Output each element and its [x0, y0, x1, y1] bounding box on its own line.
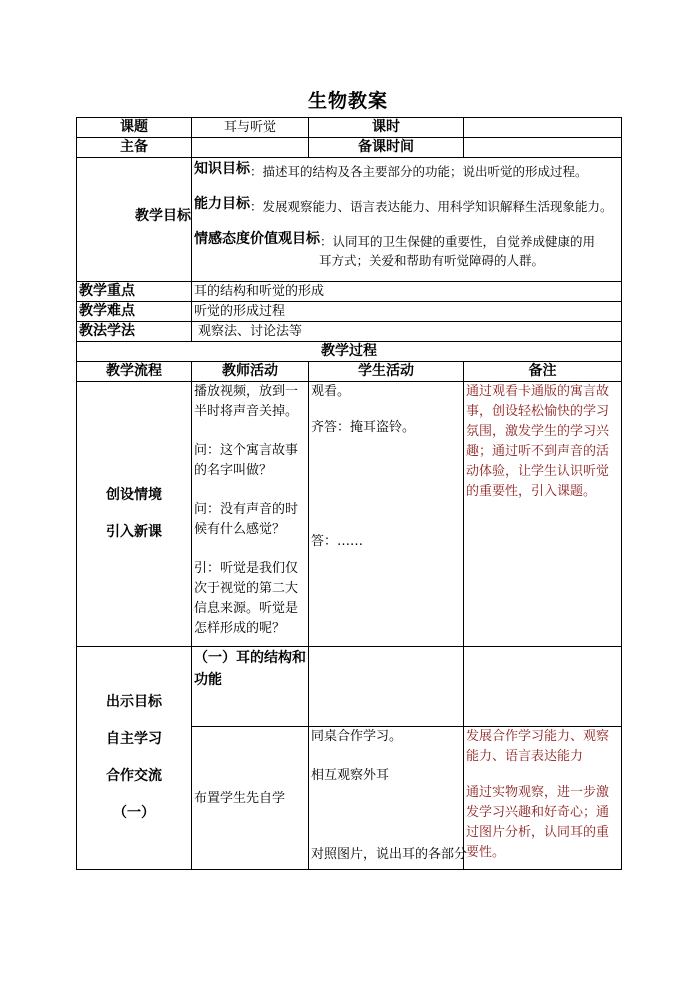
methods-value: 观察法、讨论法等 — [192, 322, 622, 342]
goals-label-cell — [77, 158, 192, 282]
stage2-flow-line2: 自主学习 — [106, 731, 162, 747]
knowledge-goal — [194, 160, 621, 181]
prep-time-label: 备课时间 — [309, 138, 464, 158]
prep-time-value — [464, 138, 622, 158]
stage1-flow-line1: 创设情境 — [106, 487, 162, 503]
stage2-note-2: 通过实物观察，进一步激发学习兴趣和好奇心；通过图片分析，认同耳的重要性。 — [466, 785, 610, 860]
stage1-note: 通过观看卡通版的寓言故事，创设轻松愉快的学习氛围，激发学生的学习兴趣；通过听不到声音的活动体验，让学生认识听觉的重要性，引入课题。 — [464, 382, 622, 647]
process-title: 教学过程 — [77, 342, 622, 362]
hours-label: 课时 — [309, 118, 464, 138]
document-title: 生物教案 — [307, 90, 388, 112]
preparer-label: 主备 — [77, 138, 192, 158]
ability-goal-key: 能力目标 — [194, 196, 250, 212]
emotion-goal-key: 情感态度价值观目标 — [194, 231, 320, 247]
emotion-goal — [194, 230, 621, 251]
stage2-note-empty — [464, 647, 622, 727]
stage2-teacher: 布置学生先自学 — [192, 727, 309, 870]
stage2-flow-line1: 出示目标 — [106, 694, 162, 710]
stage1-teacher — [192, 382, 309, 647]
emotion-goal-text-2: 耳方式；关爱和帮助有听觉障碍的人群。 — [319, 253, 545, 268]
teacher-step: 播放视频，放到一半时将声音关掉。 — [194, 384, 299, 419]
student-step: 齐答：掩耳盗铃。 — [311, 420, 416, 435]
stage2-flow-line4: （一） — [113, 805, 155, 821]
emotion-goal-text-1: ：认同耳的卫生保健的重要性，自觉养成健康的用 — [320, 234, 596, 249]
teacher-step: 引：听觉是我们仅次于视觉的第二大信息来源。听觉是怎样形成的呢？ — [194, 561, 299, 636]
methods-label: 教法学法 — [77, 322, 192, 342]
topic-label: 课题 — [77, 118, 192, 138]
stage2-student — [309, 727, 468, 870]
key-point-label: 教学重点 — [77, 282, 192, 302]
knowledge-goal-text: ：描述耳的结构及各主要部分的功能；说出听觉的形成过程。 — [250, 164, 588, 179]
stage2-flow — [77, 647, 192, 870]
col-student: 学生活动 — [309, 362, 464, 382]
col-note: 备注 — [464, 362, 622, 382]
goals-content — [192, 158, 622, 282]
goals-label: 教学目标 — [135, 208, 191, 224]
knowledge-goal-key: 知识目标 — [194, 161, 250, 177]
student-step: 相互观察外耳 — [311, 768, 390, 783]
student-step: 对照图片，说出耳的各部分 — [311, 847, 468, 862]
lesson-plan-table — [76, 117, 622, 870]
stage2-student-empty — [309, 647, 464, 727]
stage1-flow — [77, 382, 192, 647]
difficulty-value: 听觉的形成过程 — [192, 302, 622, 322]
student-step: 观看。 — [311, 384, 351, 399]
key-point-value: 耳的结构和听觉的形成 — [192, 282, 622, 302]
stage1-student — [309, 382, 464, 647]
stage2-section-title: （一）耳的结构和功能 — [192, 647, 309, 727]
student-step: 答：…… — [311, 534, 364, 549]
col-flow: 教学流程 — [77, 362, 192, 382]
teacher-step: 问：没有声音的时候有什么感觉？ — [194, 502, 299, 537]
stage1-flow-line2: 引入新课 — [106, 524, 162, 540]
difficulty-label: 教学难点 — [77, 302, 192, 322]
hours-value — [464, 118, 622, 138]
ability-goal-text: ：发展观察能力、语言表达能力、用科学知识解释生活现象能力。 — [250, 199, 613, 214]
topic-value: 耳与听觉 — [192, 118, 309, 138]
stage2-flow-line3: 合作交流 — [106, 768, 162, 784]
teacher-step: 问：这个寓言故事的名字叫做？ — [194, 443, 299, 478]
stage2-note-1: 发展合作学习能力、观察能力、语言表达能力 — [466, 729, 610, 764]
col-teacher: 教师活动 — [192, 362, 309, 382]
student-step: 同桌合作学习。 — [311, 729, 403, 744]
stage2-note — [464, 727, 622, 870]
ability-goal — [194, 195, 621, 216]
preparer-value — [192, 138, 309, 158]
